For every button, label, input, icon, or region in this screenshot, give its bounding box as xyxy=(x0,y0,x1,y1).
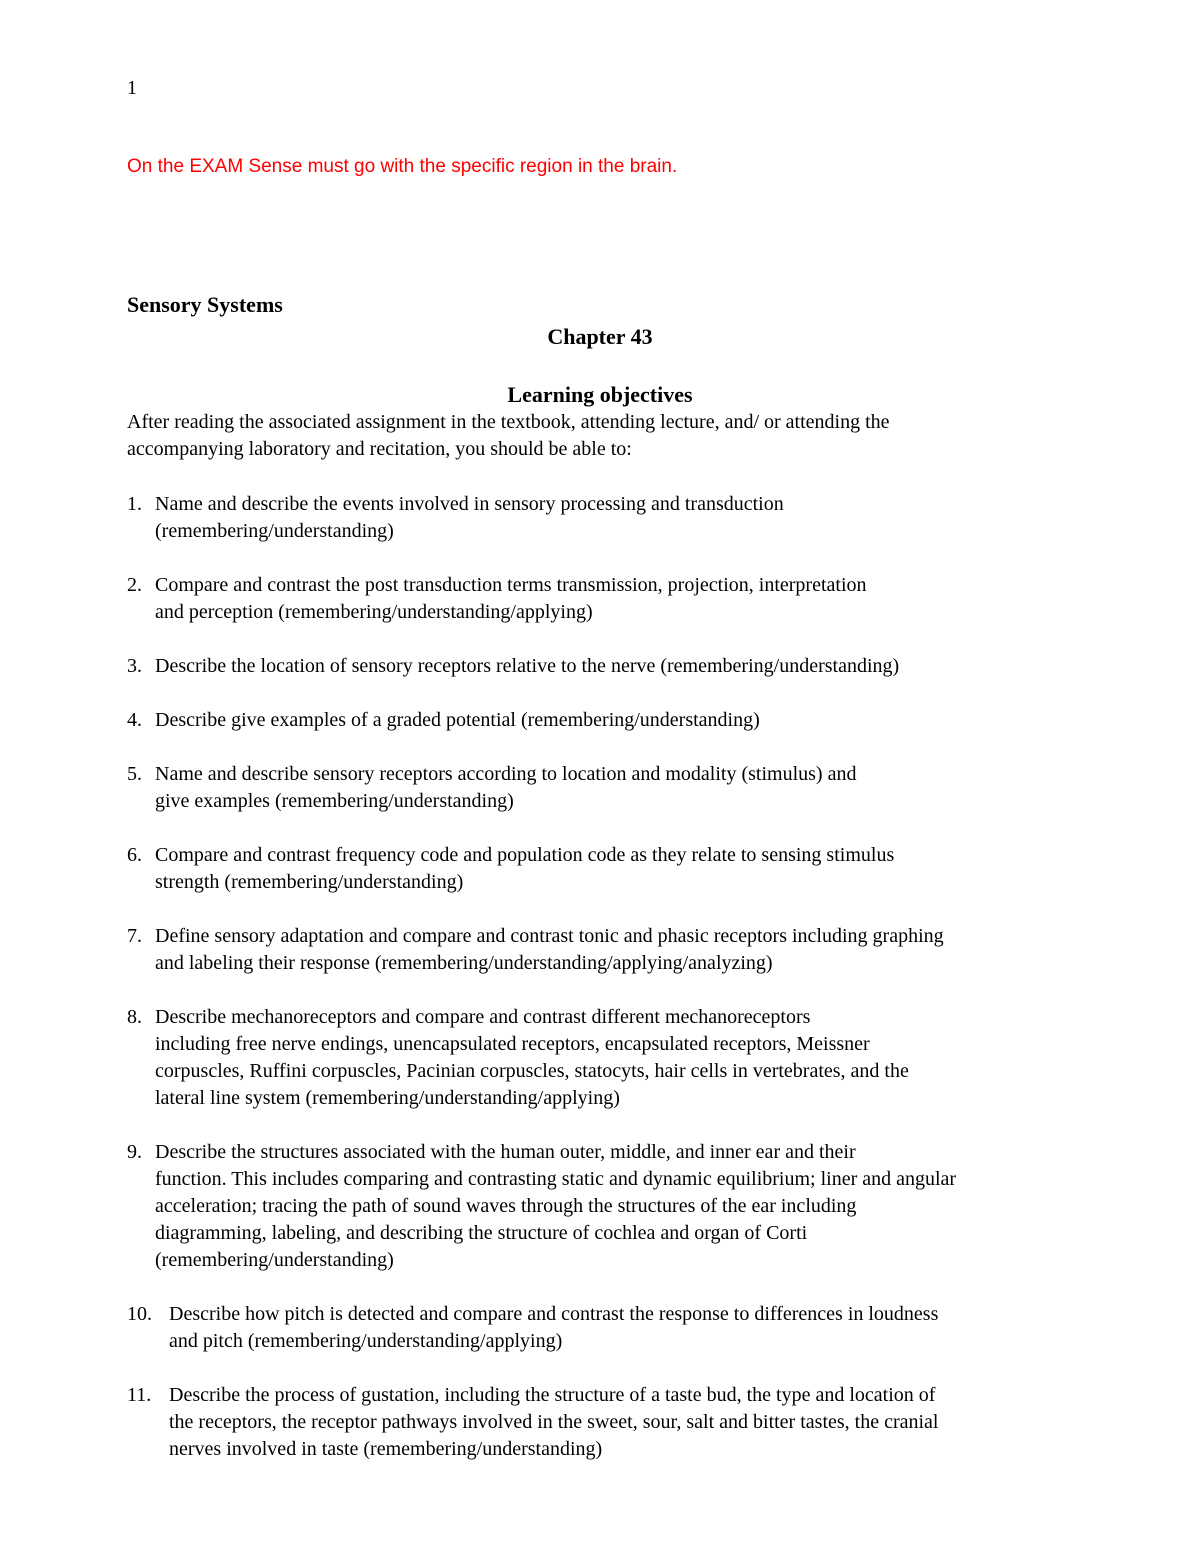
intro-line: accompanying laboratory and recitation, you should be able to: xyxy=(127,438,632,460)
objective-line: Describe how pitch is detected and compare and contrast the response to differences in loudness xyxy=(169,1303,939,1325)
objective-line: Compare and contrast frequency code and population code as they relate to sensing stimulus xyxy=(155,844,895,866)
objective-text xyxy=(127,491,1117,545)
intro-paragraph xyxy=(127,409,1087,463)
objective-number: 4. xyxy=(127,709,142,731)
objective-line: diagramming, labeling, and describing the structure of cochlea and organ of Corti xyxy=(155,1222,808,1244)
objective-line: corpuscles, Ruffini corpuscles, Pacinian corpuscles, statocyts, hair cells in vertebrates, and the xyxy=(155,1060,909,1082)
objective-number: 9. xyxy=(127,1141,142,1163)
objective-text xyxy=(127,1382,1117,1463)
objective-number: 3. xyxy=(127,655,142,677)
objective-text xyxy=(127,707,1117,734)
objective-text xyxy=(127,923,1117,977)
objective-line: nerves involved in taste (remembering/understanding) xyxy=(169,1438,603,1460)
objective-line: give examples (remembering/understanding) xyxy=(155,790,514,812)
objective-line: (remembering/understanding) xyxy=(155,520,394,542)
objective-line: lateral line system (remembering/understanding/applying) xyxy=(155,1087,620,1109)
objective-line: the receptors, the receptor pathways involved in the sweet, sour, salt and bitter tastes, the cranial xyxy=(169,1411,939,1433)
objective-item xyxy=(127,1004,1117,1112)
objective-line: and perception (remembering/understanding/applying) xyxy=(155,601,593,623)
objective-line: Describe the process of gustation, including the structure of a taste bud, the type and location of xyxy=(169,1384,936,1406)
objective-item xyxy=(127,491,1117,545)
objectives-list xyxy=(127,491,1117,1490)
objective-number: 10. xyxy=(127,1303,152,1325)
exam-note: On the EXAM Sense must go with the specific region in the brain. xyxy=(127,156,678,177)
objective-number: 8. xyxy=(127,1006,142,1028)
objective-item xyxy=(127,572,1117,626)
objective-item xyxy=(127,653,1117,680)
objective-text xyxy=(127,572,1117,626)
objective-number: 2. xyxy=(127,574,142,596)
objective-text xyxy=(127,761,1117,815)
page-number: 1 xyxy=(127,77,137,99)
objective-number: 1. xyxy=(127,493,142,515)
objective-number: 11. xyxy=(127,1384,152,1406)
objective-item xyxy=(127,842,1117,896)
objective-line: acceleration; tracing the path of sound waves through the structures of the ear including xyxy=(155,1195,857,1217)
objective-item xyxy=(127,923,1117,977)
objective-line: Describe the structures associated with the human outer, middle, and inner ear and their xyxy=(155,1141,856,1163)
objective-item xyxy=(127,1301,1117,1355)
objective-line: (remembering/understanding) xyxy=(155,1249,394,1271)
section-title: Sensory Systems xyxy=(127,292,283,317)
objective-line: Name and describe the events involved in sensory processing and transduction xyxy=(155,493,784,515)
objective-line: and pitch (remembering/understanding/applying) xyxy=(169,1330,563,1352)
objective-item xyxy=(127,1139,1117,1274)
intro-line: After reading the associated assignment in the textbook, attending lecture, and/ or attending the xyxy=(127,411,890,433)
chapter-title: Chapter 43 xyxy=(547,324,653,349)
objective-line: strength (remembering/understanding) xyxy=(155,871,464,893)
objective-number: 6. xyxy=(127,844,142,866)
objective-line: Describe mechanoreceptors and compare and contrast different mechanoreceptors xyxy=(155,1006,811,1028)
objective-text xyxy=(127,1139,1117,1274)
objectives-heading: Learning objectives xyxy=(507,382,693,407)
objective-line: function. This includes comparing and contrasting static and dynamic equilibrium; liner and angular xyxy=(155,1168,957,1190)
objective-text xyxy=(127,842,1117,896)
objective-item xyxy=(127,707,1117,734)
objective-line: Describe give examples of a graded potential (remembering/understanding) xyxy=(155,709,760,731)
objective-line: and labeling their response (remembering/understanding/applying/analyzing) xyxy=(155,952,773,974)
objective-item xyxy=(127,761,1117,815)
objective-item xyxy=(127,1382,1117,1463)
objective-text xyxy=(127,653,1117,680)
objective-text xyxy=(127,1301,1117,1355)
objective-line: including free nerve endings, unencapsulated receptors, encapsulated receptors, Meissner xyxy=(155,1033,870,1055)
objective-line: Describe the location of sensory receptors relative to the nerve (remembering/understanding) xyxy=(155,655,900,677)
objective-line: Define sensory adaptation and compare and contrast tonic and phasic receptors including graphing xyxy=(155,925,944,947)
objective-text xyxy=(127,1004,1117,1112)
objective-line: Compare and contrast the post transduction terms transmission, projection, interpretation xyxy=(155,574,867,596)
objective-number: 7. xyxy=(127,925,142,947)
objective-line: Name and describe sensory receptors according to location and modality (stimulus) and xyxy=(155,763,857,785)
objective-number: 5. xyxy=(127,763,142,785)
